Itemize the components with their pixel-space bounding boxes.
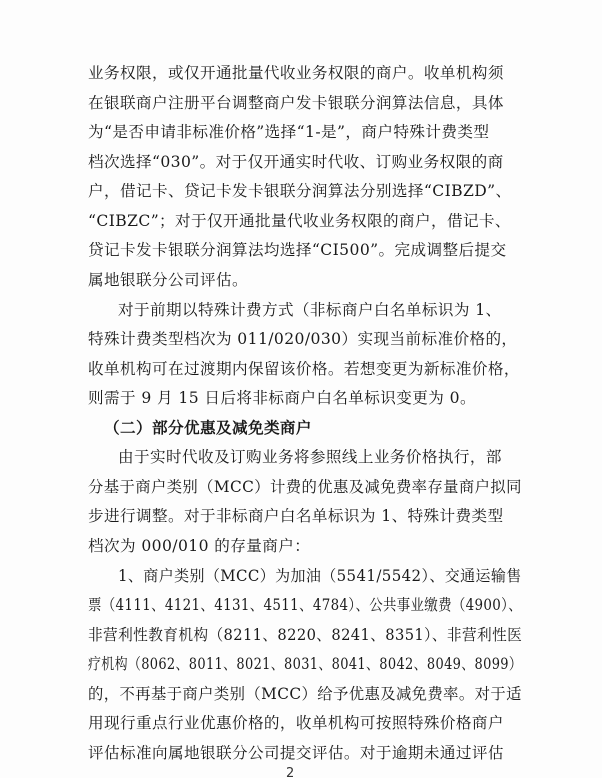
text-line: 非营利性教育机构（8211、8220、8241、8351）、非营利性医 <box>88 626 523 644</box>
page-number: 2 <box>286 766 295 781</box>
text-line: 为“是否申请非标准价格”选择“1-是”，商户特殊计费类型 <box>88 123 490 141</box>
text-line: 收单机构可在过渡期内保留该价格。若想变更为新标准价格， <box>88 360 520 378</box>
text-line: 1、商户类别（MCC）为加油（5541/5542）、交通运输售 <box>118 567 522 585</box>
text-line: 则需于 9 月 15 日后将非标商户白名单标识变更为 0。 <box>88 389 476 407</box>
text-line: 的，不再基于商户类别（MCC）给予优惠及减免费率。对于适 <box>88 685 522 703</box>
text-line: 户，借记卡、贷记卡发卡银联分润算法分别选择“CIBZD”、 <box>88 182 512 200</box>
text-line: 业务权限，或仅开通批量代收业务权限的商户。收单机构须 <box>88 64 504 82</box>
text-line: 疗机构（8062、8011、8021、8031、8041、8042、8049、8099） <box>88 655 523 673</box>
text-line: 评估标准向属地银联分公司提交评估。对于逾期未通过评估 <box>88 744 504 762</box>
text-line: 档次为 000/010 的存量商户： <box>88 537 311 555</box>
text-line: 用现行重点行业优惠价格的，收单机构可按照特殊价格商户 <box>88 714 504 732</box>
text-line: 档次选择“030”。对于仅开通实时代收、订购业务权限的商 <box>88 153 504 171</box>
text-line: 步进行调整。对于非标商户白名单标识为 1、特殊计费类型 <box>88 507 504 525</box>
text-line: 由于实时代收及订购业务将参照线上业务价格执行，部 <box>118 448 502 466</box>
text-line: 在银联商户注册平台调整商户发卡银联分润算法信息，具体 <box>88 94 504 112</box>
section-heading: （二）部分优惠及减免类商户 <box>104 418 312 437</box>
text-line: “CIBZC”；对于仅开通批量代收业务权限的商户，借记卡、 <box>88 212 511 230</box>
text-line: 对于前期以特殊计费方式（非标商户白名单标识为 1、 <box>118 301 502 319</box>
text-line: 属地银联分公司评估。 <box>88 271 248 289</box>
text-line: 特殊计费类型档次为 011/020/030）实现当前标准价格的， <box>88 330 518 348</box>
text-line: 分基于商户类别（MCC）计费的优惠及减免费率存量商户拟同 <box>88 478 522 496</box>
text-line: 贷记卡发卡银联分润算法均选择“CI500”。完成调整后提交 <box>88 241 507 259</box>
text-line: 票（4111、4121、4131、4511、4784）、公共事业缴费（4900）、 <box>88 596 523 614</box>
